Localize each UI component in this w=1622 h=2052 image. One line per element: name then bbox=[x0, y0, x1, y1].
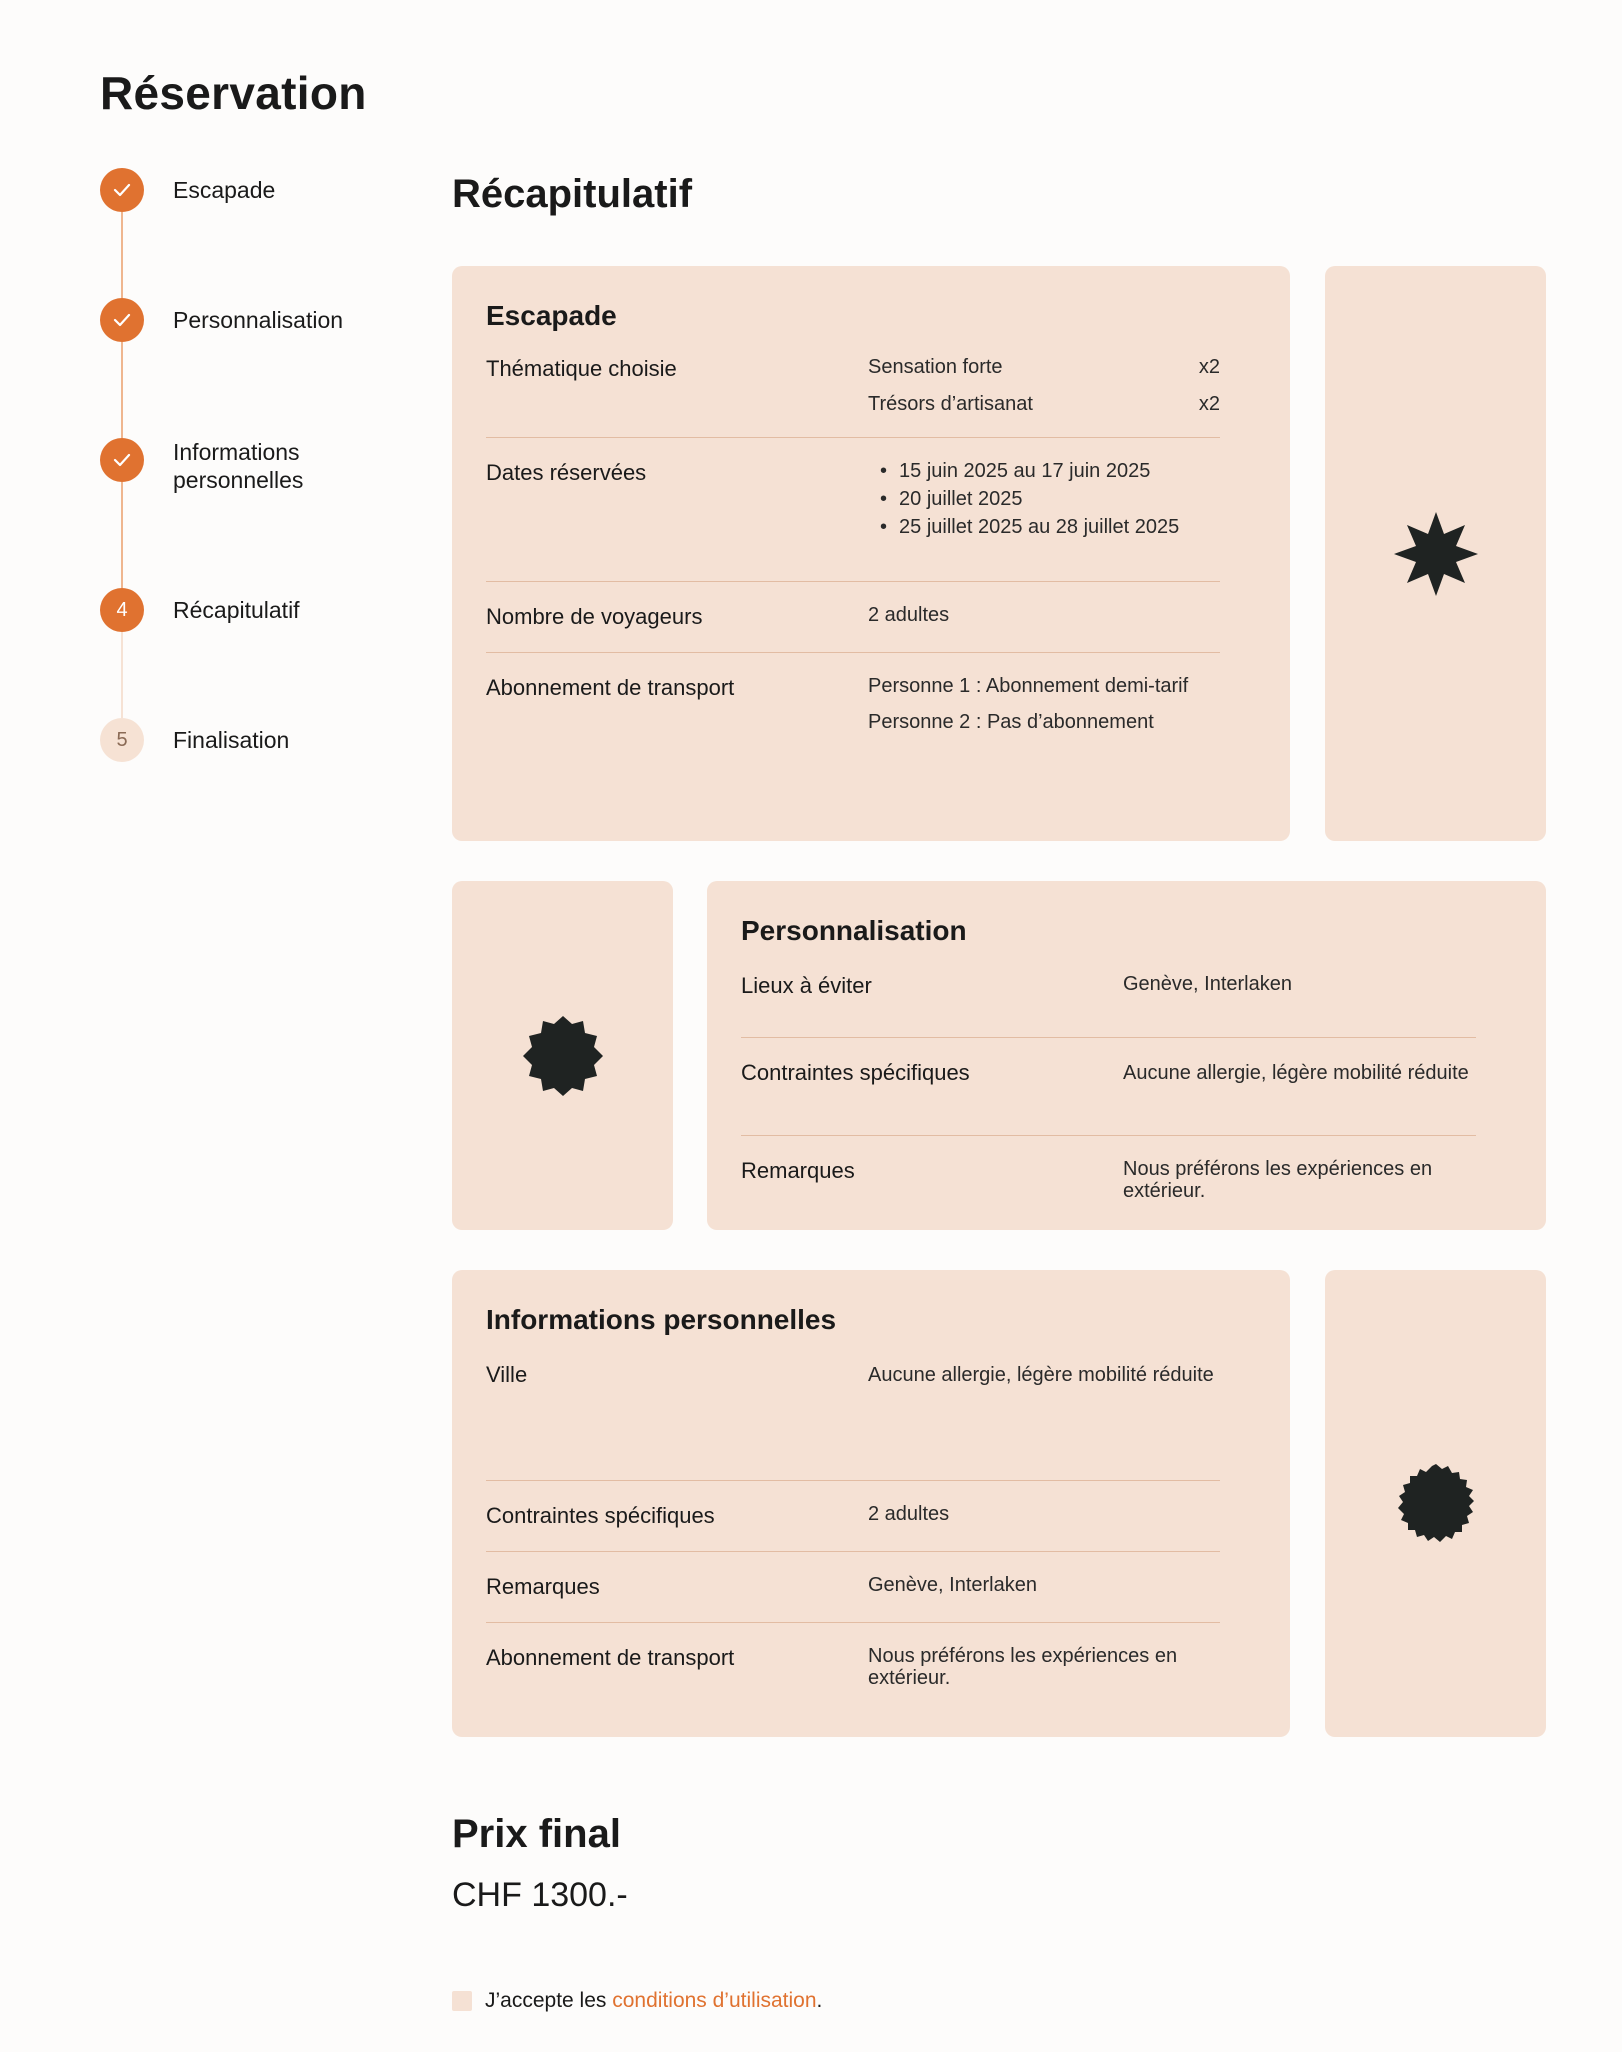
detail-row bbox=[486, 1481, 1220, 1552]
terms-suffix: . bbox=[816, 1989, 823, 2012]
row-label: Abonnement de transport bbox=[486, 675, 735, 700]
step-connector bbox=[121, 212, 123, 298]
card-title: Escapade bbox=[486, 300, 617, 331]
row-label: Lieux à éviter bbox=[741, 973, 872, 998]
row-value: Genève, Interlaken bbox=[868, 1574, 1037, 1596]
dates-row bbox=[486, 438, 1220, 582]
row-value: 2 adultes bbox=[868, 604, 950, 626]
travelers-row bbox=[486, 582, 1220, 653]
decorative-panel bbox=[1325, 266, 1546, 841]
step-recapitulatif[interactable] bbox=[100, 588, 300, 632]
price-value: CHF 1300.- bbox=[452, 1876, 628, 1914]
row-value: 2 adultes bbox=[868, 1503, 950, 1525]
informations-card bbox=[452, 1270, 1290, 1737]
theme-name: Sensation forte bbox=[868, 356, 1003, 378]
personnalisation-card bbox=[707, 881, 1546, 1230]
row-value bbox=[868, 356, 1220, 437]
decorative-panel bbox=[1325, 1270, 1546, 1737]
theme-row bbox=[486, 352, 1220, 438]
check-icon bbox=[100, 168, 144, 212]
escapade-card bbox=[452, 266, 1290, 841]
check-icon bbox=[100, 438, 144, 482]
detail-row bbox=[486, 1356, 1220, 1481]
price-title: Prix final bbox=[452, 1812, 621, 1856]
step-label: Finalisation bbox=[173, 727, 290, 753]
row-label: Remarques bbox=[741, 1158, 855, 1183]
step-connector bbox=[121, 482, 123, 588]
starburst-icon bbox=[1394, 1462, 1478, 1546]
step-personnalisation[interactable] bbox=[100, 298, 343, 342]
row-label: Nombre de voyageurs bbox=[486, 604, 703, 629]
detail-row bbox=[741, 1038, 1476, 1136]
detail-row bbox=[486, 1623, 1220, 1689]
step-finalisation[interactable] bbox=[100, 718, 289, 762]
row-label: Abonnement de transport bbox=[486, 1645, 735, 1670]
theme-qty: x2 bbox=[1198, 393, 1220, 415]
detail-row bbox=[486, 1552, 1220, 1623]
detail-row bbox=[741, 1136, 1476, 1202]
detail-row bbox=[741, 967, 1476, 1038]
row-label: Contraintes spécifiques bbox=[741, 1060, 970, 1085]
date-item: 20 juillet 2025 bbox=[899, 488, 1023, 510]
step-informations[interactable] bbox=[100, 438, 343, 494]
transport-person-2: Personne 2 : Pas d’abonnement bbox=[868, 711, 1154, 733]
theme-qty: x2 bbox=[1198, 356, 1220, 378]
terms-link[interactable]: conditions d’utilisation bbox=[612, 1989, 817, 2012]
decorative-panel bbox=[452, 881, 673, 1230]
step-label: Escapade bbox=[173, 177, 276, 203]
dates-list bbox=[868, 460, 1220, 538]
row-label: Contraintes spécifiques bbox=[486, 1503, 715, 1528]
date-item: 25 juillet 2025 au 28 juillet 2025 bbox=[899, 516, 1180, 538]
date-item: 15 juin 2025 au 17 juin 2025 bbox=[899, 460, 1151, 482]
check-icon bbox=[100, 298, 144, 342]
row-value bbox=[868, 675, 1220, 733]
step-connector bbox=[121, 632, 123, 718]
section-title: Récapitulatif bbox=[452, 172, 693, 216]
row-value: Aucune allergie, légère mobilité réduite bbox=[1123, 1062, 1469, 1084]
step-label: Personnalisation bbox=[173, 307, 344, 333]
page-title: Réservation bbox=[100, 67, 367, 119]
card-title: Personnalisation bbox=[741, 915, 967, 946]
terms-checkbox[interactable] bbox=[452, 1991, 472, 2011]
row-value: Nous préférons les expériences en extérieur. bbox=[868, 1645, 1178, 1689]
row-value: Nous préférons les expériences en extérieur. bbox=[1123, 1158, 1433, 1202]
step-label: Récapitulatif bbox=[173, 597, 300, 623]
step-number: 4 bbox=[100, 588, 144, 632]
terms-text: J’accepte les bbox=[485, 1989, 613, 2012]
row-label: Dates réservées bbox=[486, 460, 647, 485]
step-number: 5 bbox=[100, 718, 144, 762]
row-value: Aucune allergie, légère mobilité réduite bbox=[868, 1364, 1214, 1386]
transport-person-1: Personne 1 : Abonnement demi-tarif bbox=[868, 675, 1189, 697]
theme-name: Trésors d’artisanat bbox=[868, 393, 1033, 415]
row-label: Ville bbox=[486, 1362, 528, 1387]
row-value bbox=[868, 460, 1220, 581]
step-label: Informations personnelles bbox=[173, 439, 304, 493]
step-connector bbox=[121, 342, 123, 438]
card-title: Informations personnelles bbox=[486, 1304, 837, 1335]
starburst-icon bbox=[521, 1014, 605, 1098]
row-label: Thématique choisie bbox=[486, 356, 677, 381]
transport-row bbox=[486, 653, 1220, 733]
terms-acceptance bbox=[452, 1989, 822, 2013]
row-label: Remarques bbox=[486, 1574, 600, 1599]
step-escapade[interactable] bbox=[100, 168, 275, 212]
row-value: Genève, Interlaken bbox=[1123, 973, 1292, 995]
starburst-icon bbox=[1392, 510, 1480, 598]
